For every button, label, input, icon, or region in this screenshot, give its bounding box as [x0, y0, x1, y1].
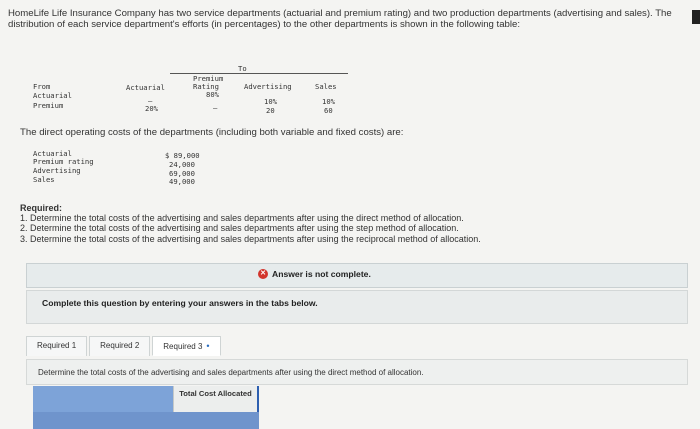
cost-value-sales: 49,000 — [169, 177, 195, 186]
required-item-1: 1. Determine the total costs of the advertising and sales departments after using the direct method of allocation. — [20, 213, 464, 224]
task-text: Determine the total costs of the advertising and sales departments after using the direct method of allocation. — [38, 368, 424, 377]
row-actuarial-premium: 80% — [206, 90, 219, 99]
row-actuarial-label: Actuarial — [33, 91, 72, 100]
row-premium-sales: 60 — [324, 106, 333, 115]
col-header-actuarial: Actuarial — [126, 83, 165, 92]
col-header-premium-line2: Rating — [193, 82, 219, 91]
required-heading: Required: — [20, 203, 63, 213]
tab-required-3[interactable] — [152, 336, 220, 356]
required-section — [20, 203, 481, 244]
required-item-2: 2. Determine the total costs of the advertising and sales departments after using the step method of allocation. — [20, 223, 459, 234]
row-premium-advertising: 20 — [266, 106, 275, 115]
cost-value-actuarial: $ 89,000 — [165, 151, 200, 160]
table-to-label: To — [238, 64, 247, 73]
cost-label-actuarial: Actuarial — [33, 149, 72, 158]
answer-status-text: Answer is not complete. — [272, 269, 371, 279]
col-header-from: From — [33, 82, 51, 91]
direct-costs-heading: The direct operating costs of the departments (including both variable and fixed costs) are: — [20, 127, 404, 138]
cost-label-premium-rating: Premium rating — [33, 157, 94, 166]
cost-value-advertising: 69,000 — [169, 169, 195, 178]
row-premium-actuarial: 20% — [145, 104, 158, 113]
col-header-advertising: Advertising — [244, 82, 292, 91]
answer-status — [258, 269, 371, 279]
required-item-3: 3. Determine the total costs of the advertising and sales departments after using the reciprocal method of allocation. — [20, 233, 481, 244]
tab-required-1[interactable]: Required 1 — [26, 336, 87, 356]
cost-label-sales: Sales — [33, 175, 55, 184]
tab-required-3-label: Required 3 — [163, 342, 203, 351]
required-tabs — [26, 336, 223, 356]
active-dot-icon: • — [206, 341, 210, 351]
tab-required-2[interactable]: Required 2 — [89, 336, 150, 356]
row-actuarial-sales: 10% — [322, 97, 335, 106]
cost-value-premium-rating: 24,000 — [169, 160, 195, 169]
answer-grid-row[interactable] — [33, 412, 259, 429]
row-premium-label: Premium — [33, 101, 64, 110]
x-circle-icon: ✕ — [258, 269, 268, 279]
col-header-sales: Sales — [315, 82, 337, 91]
row-actuarial-advertising: 10% — [264, 97, 277, 106]
row-actuarial-actuarial: — — [148, 96, 153, 105]
answer-grid-header: Total Cost Allocated — [173, 386, 259, 429]
instruction-text: Complete this question by entering your answers in the tabs below. — [42, 298, 318, 308]
row-premium-premium: — — [213, 103, 218, 112]
col-header-premium-line1: Premium — [193, 74, 224, 83]
window-edge-decoration — [692, 10, 700, 24]
problem-intro: HomeLife Life Insurance Company has two service departments (actuarial and premium rating) and two production departments (advertising and sales). The distribution of each service department's efforts (in percentages) to the other departments is shown in the following table: — [8, 8, 672, 30]
cost-label-advertising: Advertising — [33, 166, 81, 175]
